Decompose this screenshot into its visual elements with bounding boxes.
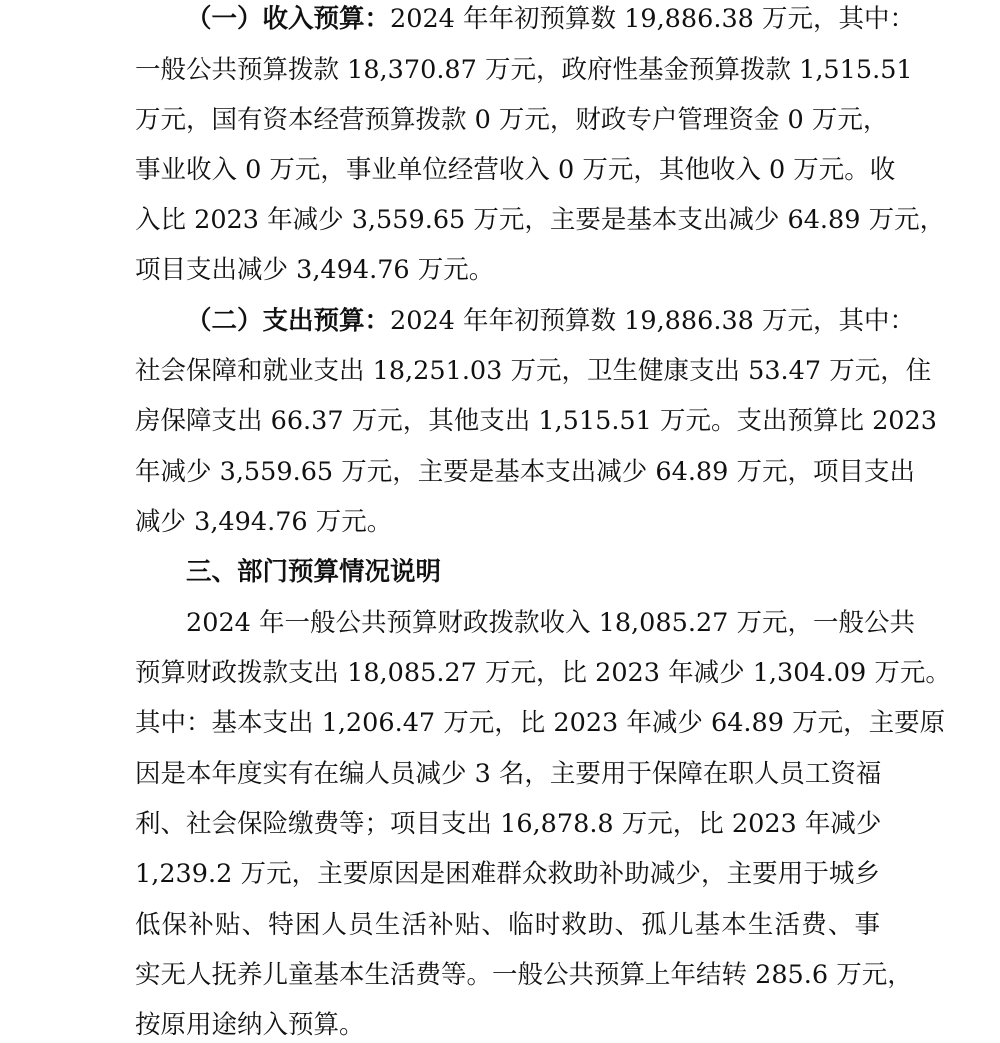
section-three-line-8: 按原用途纳入预算。 — [135, 1010, 365, 1040]
expense-line-4: 减少 3,494.76 万元。 — [135, 507, 393, 537]
expense-line-1: 社会保障和就业支出 18,251.03 万元，卫生健康支出 53.47 万元，住 — [135, 356, 932, 386]
income-line-1: 一般公共预算拨款 18,370.87 万元，政府性基金预算拨款 1,515.51 — [135, 55, 913, 85]
section-three-line-6: 低保补贴、特困人员生活补贴、临时救助、孤儿基本生活费、事 — [135, 910, 880, 940]
income-line-3: 事业收入 0 万元，事业单位经营收入 0 万元，其他收入 0 万元。收 — [135, 155, 896, 185]
expense-line-3: 年减少 3,559.65 万元，主要是基本支出减少 64.89 万元，项目支出 — [135, 457, 915, 487]
section-three-line-4: 利、社会保险缴费等；项目支出 16,878.8 万元，比 2023 年减少 — [135, 809, 882, 839]
section-three-line-3: 因是本年度实有在编人员减少 3 名，主要用于保障在职人员工资福 — [135, 759, 882, 789]
section-three-line-2: 其中：基本支出 1,206.47 万元，比 2023 年减少 64.89 万元，主要原 — [135, 708, 946, 738]
section-three-line-5: 1,239.2 万元，主要原因是困难群众救助补助减少，主要用于城乡 — [135, 859, 880, 889]
income-line-4: 入比 2023 年减少 3,559.65 万元，主要是基本支出减少 64.89 万元， — [135, 205, 946, 235]
expense-label: （二）支出预算： — [186, 306, 391, 336]
income-line-0: 2024 年年初预算数 19,886.38 万元，其中： — [390, 4, 916, 34]
income-line-2: 万元，国有资本经营预算拨款 0 万元，财政专户管理资金 0 万元， — [135, 105, 889, 135]
section-three-line-0: 2024 年一般公共预算财政拨款收入 18,085.27 万元，一般公共 — [186, 608, 915, 638]
income-line-5: 项目支出减少 3,494.76 万元。 — [135, 255, 495, 285]
income-label: （一）收入预算： — [186, 4, 391, 34]
income-first-line — [186, 2, 916, 36]
section-three-line-1: 预算财政拨款支出 18,085.27 万元，比 2023 年减少 1,304.09 万元。 — [135, 658, 951, 688]
section-three-heading: 三、部门预算情况说明 — [186, 557, 442, 587]
expense-line-2: 房保障支出 66.37 万元，其他支出 1,515.51 万元。支出预算比 2023 — [135, 406, 937, 436]
expense-first-line — [186, 304, 916, 338]
expense-line-0: 2024 年年初预算数 19,886.38 万元，其中： — [390, 306, 916, 336]
section-three-line-7: 实无人抚养儿童基本生活费等。一般公共预算上年结转 285.6 万元， — [135, 960, 913, 990]
